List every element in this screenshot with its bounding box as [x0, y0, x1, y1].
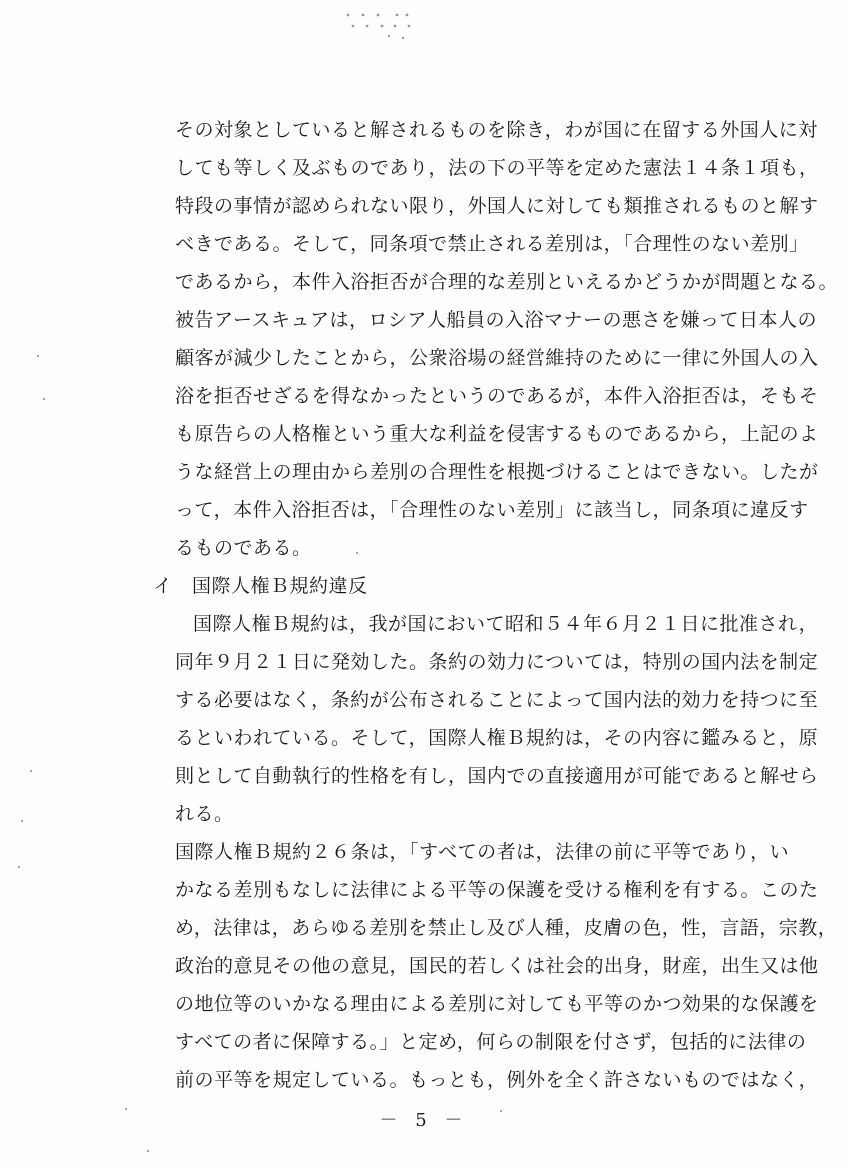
- page-number: － 5 －: [379, 1110, 469, 1131]
- body-line-5: であるから，本件入浴拒否が合理的な差別といえるかどうかが問題となる。: [175, 271, 839, 293]
- body-line-7: 顧客が減少したことから，公衆浴場の経営維持のために一律に外国人の入: [175, 347, 819, 369]
- scan-speck: [125, 1108, 127, 1110]
- body-line-18: 則として自動執行的性格を有し，国内での直接適用が可能であると解せら: [175, 765, 819, 787]
- body-line-21: かなる差別もなしに法律による平等の保護を受ける権利を有する。このた: [175, 879, 819, 901]
- body-line-10: うな経営上の理由から差別の合理性を根拠づけることはできない。したが: [175, 461, 819, 483]
- body-line-20: 国際人権Ｂ規約２６条は，「すべての者は，法律の前に平等であり，い: [175, 841, 790, 863]
- punch-marks-graphic: [345, 12, 415, 42]
- scan-speck: [500, 1110, 502, 1112]
- scan-speck: [147, 1150, 149, 1152]
- body-line-16: する必要はなく，条約が公布されることによって国内法的効力を持つに至: [175, 689, 819, 711]
- body-line-19: れる。: [175, 803, 234, 825]
- scan-speck: [18, 866, 20, 868]
- body-line-6: 被告アースキュアは，ロシア人船員の入浴マナーの悪さを嫌って日本人の: [175, 309, 817, 331]
- body-line-25: すべての者に保障する。」と定め，何らの制限を付さず，包括的に法律の: [175, 1031, 807, 1053]
- scan-speck: [356, 552, 358, 554]
- scan-speck: [30, 770, 32, 772]
- body-line-1: その対象としていると解されるものを除き，わが国に在留する外国人に対: [175, 119, 818, 141]
- body-line-12: るものである。: [175, 537, 312, 559]
- scan-speck: [37, 355, 39, 357]
- body-line-9: も原告らの人格権という重大な利益を侵害するものであるから，上記のよ: [175, 423, 819, 445]
- body-line-14: 国際人権Ｂ規約は，我が国において昭和５４年６月２１日に批准され，: [193, 613, 819, 635]
- body-line-3: 特段の事情が認められない限り，外国人に対しても類推されるものと解す: [175, 195, 819, 217]
- body-line-2: しても等しく及ぶものであり，法の下の平等を定めた憲法１４条１項も，: [175, 157, 819, 179]
- binding-punch-marks: [345, 12, 415, 42]
- body-line-23: 政治的意見その他の意見，国民的若しくは社会的出身，財産，出生又は他: [175, 955, 819, 977]
- body-line-26: 前の平等を規定している。もっとも，例外を全く許さないものではなく，: [175, 1069, 819, 1091]
- body-line-17: るといわれている。そして，国際人権Ｂ規約は，その内容に鑑みると，原: [175, 727, 819, 749]
- body-line-4: べきである。そして，同条項で禁止される差別は，「合理性のない差別」: [175, 233, 809, 255]
- section-heading-i: イ 国際人権Ｂ規約違反: [153, 575, 368, 597]
- scan-speck: [43, 398, 45, 400]
- body-line-8: 浴を拒否せざるを得なかったというのであるが，本件入浴拒否は，そもそ: [175, 385, 819, 407]
- body-line-15: 同年９月２１日に発効した。条約の効力については，特別の国内法を制定: [175, 651, 819, 673]
- body-line-22: め，法律は，あらゆる差別を禁止し及び人種，皮膚の色，性，言語，宗教，: [175, 917, 838, 939]
- body-line-11: って，本件入浴拒否は，「合理性のない差別」に該当し，同条項に違反す: [175, 499, 809, 521]
- body-line-24: の地位等のいかなる理由による差別に対しても平等のかつ効果的な保護を: [175, 993, 819, 1015]
- scan-speck: [21, 820, 23, 822]
